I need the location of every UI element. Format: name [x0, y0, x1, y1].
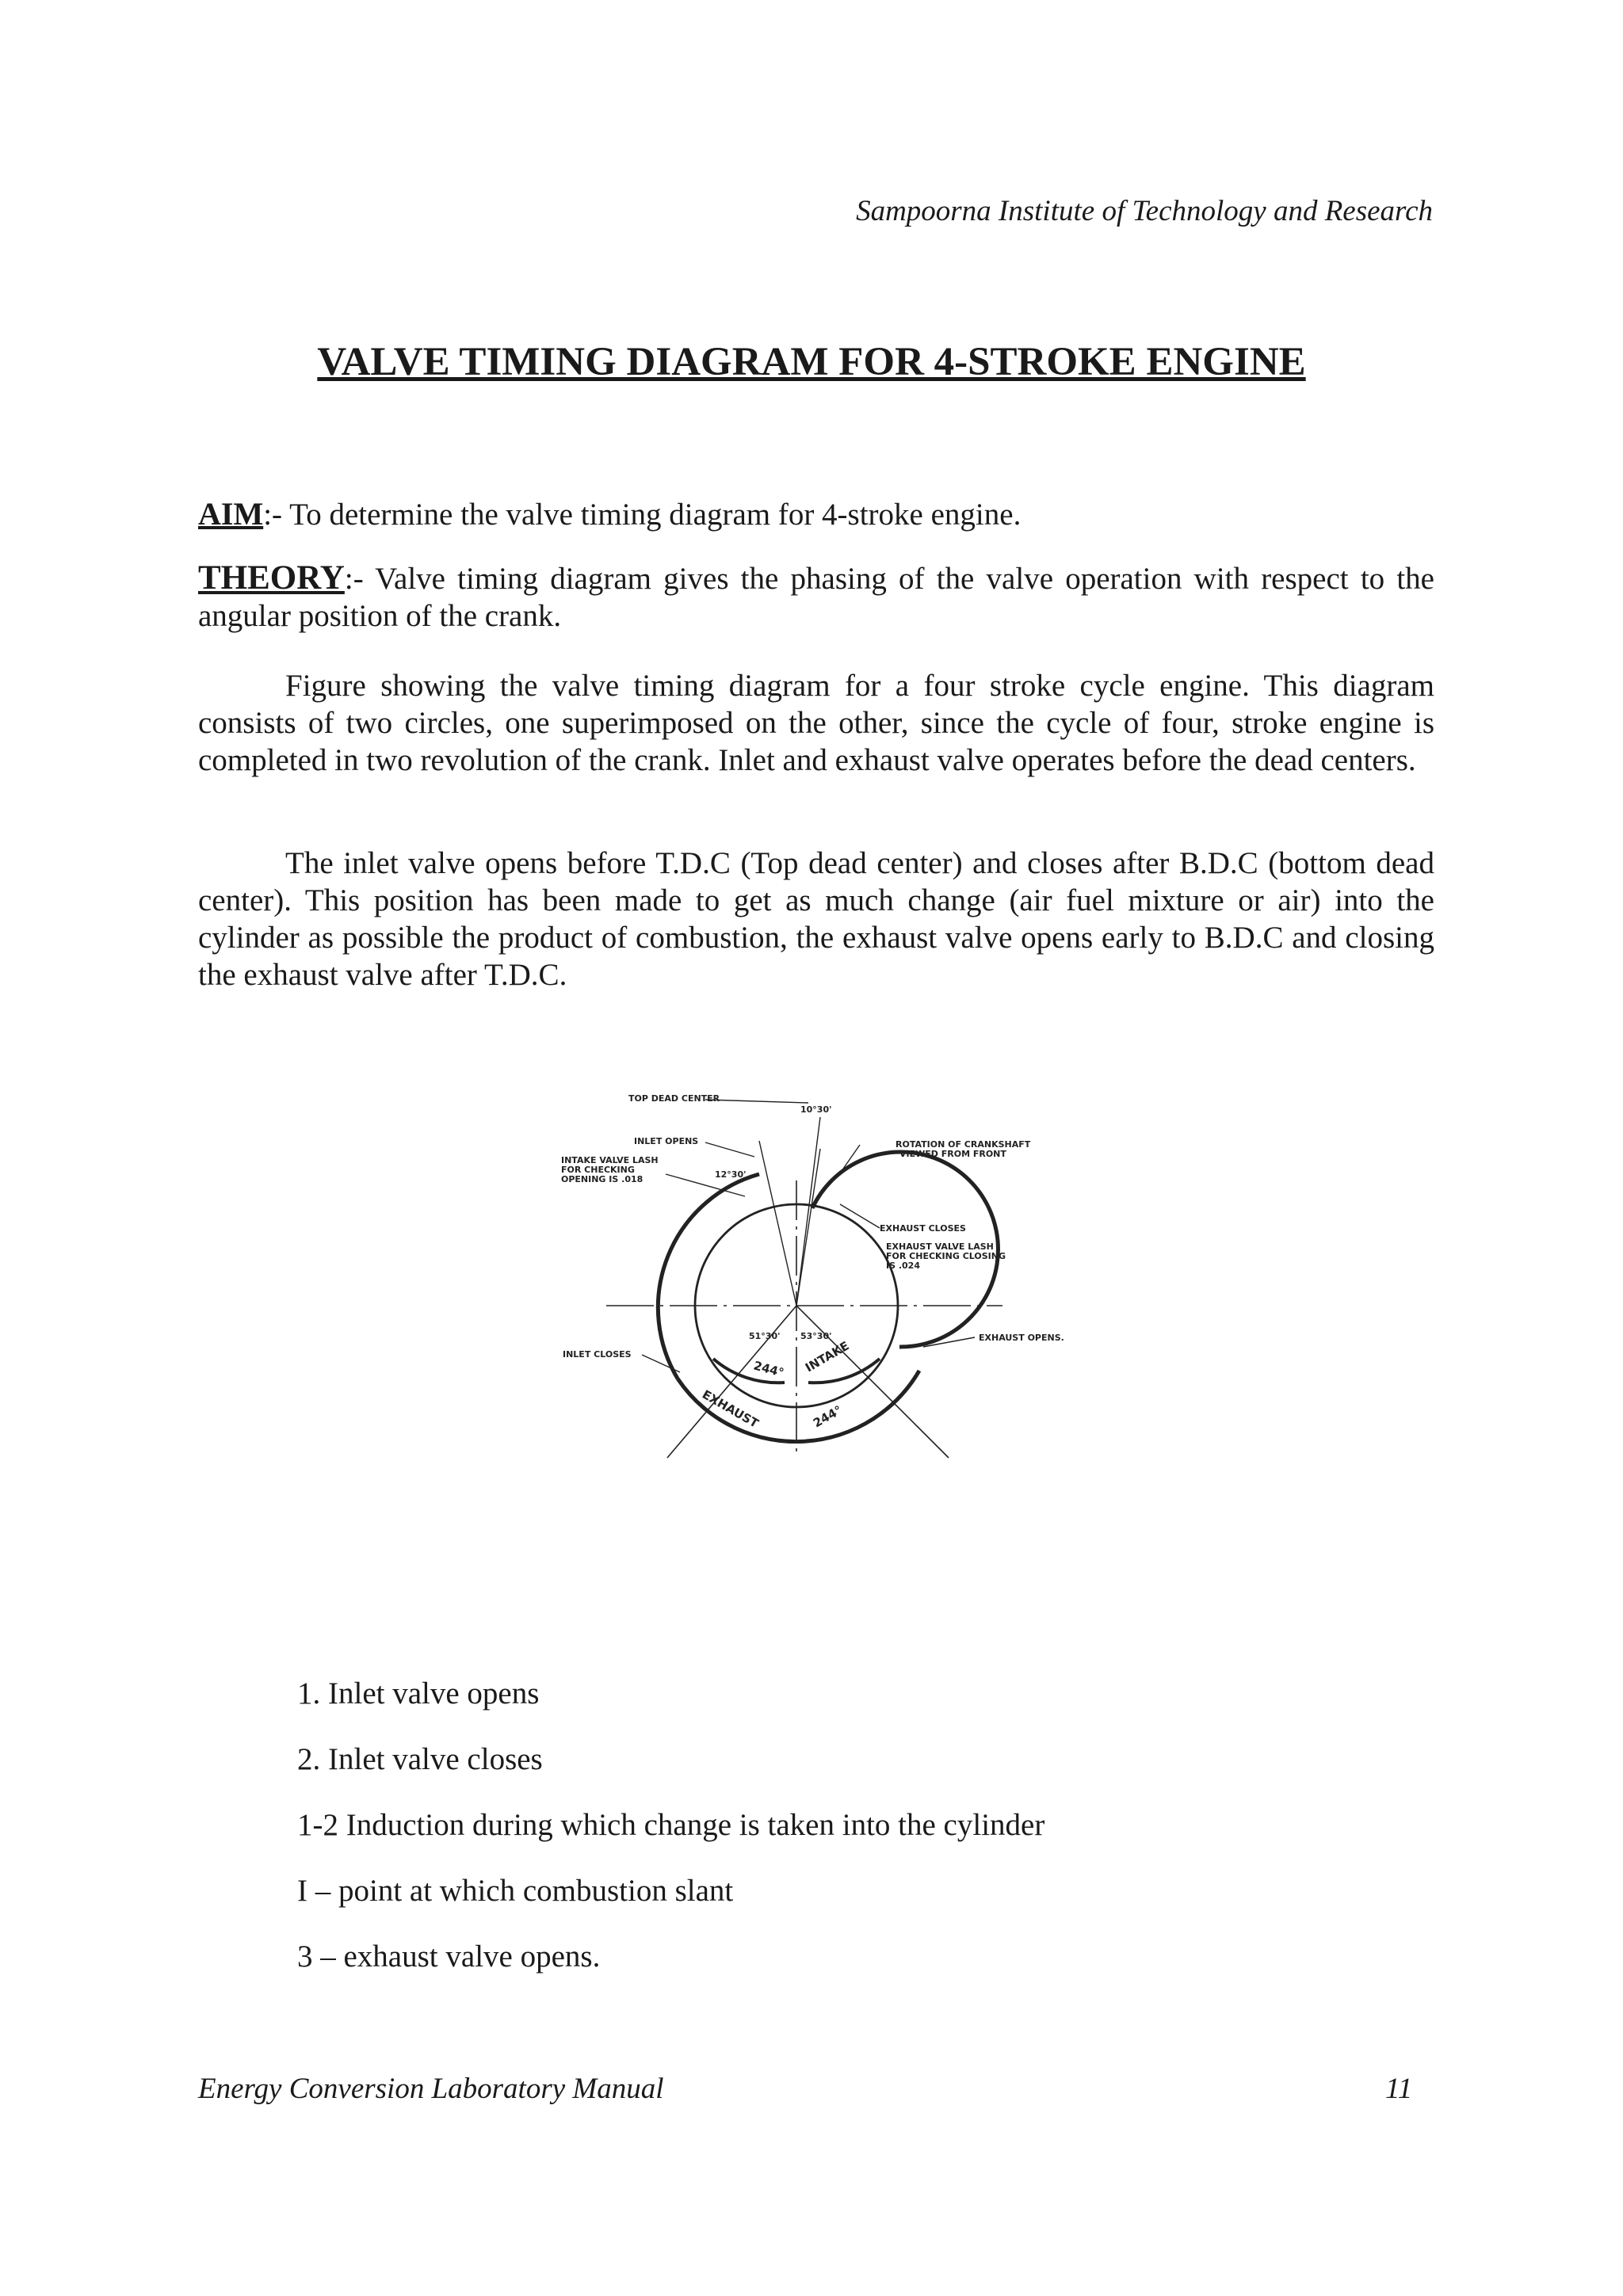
- label-angle-right-bottom: 53°30': [800, 1331, 832, 1341]
- footer-manual-title: Energy Conversion Laboratory Manual: [198, 2073, 664, 2105]
- label-intake-lash-2: FOR CHECKING: [561, 1165, 635, 1175]
- theory-separator: :-: [344, 562, 364, 596]
- aim-paragraph: [198, 495, 1434, 533]
- label-deg-outer: 244°: [811, 1402, 845, 1431]
- label-top-dead-center: TOP DEAD CENTER: [628, 1093, 720, 1104]
- theory-label: THEORY: [198, 559, 345, 597]
- label-deg-inner: 244°: [751, 1358, 786, 1380]
- label-rotation-2: VIEWED FROM FRONT: [899, 1149, 1006, 1159]
- label-intake-lash-1: INTAKE VALVE LASH: [561, 1155, 659, 1165]
- label-angle-left-bottom: 51°30': [749, 1331, 781, 1341]
- label-exhaust: EXHAUST: [700, 1386, 762, 1431]
- list-item: 1-2 Induction during which change is taken into the cylinder: [297, 1808, 1045, 1842]
- label-exhaust-closes: EXHAUST CLOSES: [880, 1223, 966, 1234]
- aim-label: AIM: [198, 496, 264, 532]
- label-exhaust-lash-2: FOR CHECKING CLOSING: [886, 1251, 1006, 1261]
- valve-timing-diagram: [547, 1085, 1086, 1482]
- page-title: VALVE TIMING DIAGRAM FOR 4-STROKE ENGINE: [317, 340, 1306, 384]
- inlet-opens-line: [759, 1141, 796, 1306]
- label-exhaust-lash-3: IS .024: [886, 1261, 920, 1271]
- label-inlet-closes: INLET CLOSES: [563, 1349, 632, 1360]
- aim-separator: :-: [263, 498, 283, 532]
- label-angle-tdc: 10°30': [800, 1104, 832, 1115]
- leader-inlet-closes: [642, 1355, 680, 1372]
- label-inlet-opens: INLET OPENS: [634, 1136, 699, 1146]
- label-exhaust-lash-1: EXHAUST VALVE LASH: [886, 1241, 994, 1252]
- leader-inlet-opens: [705, 1142, 754, 1157]
- intake-arc: [658, 1174, 759, 1379]
- label-rotation-1: ROTATION OF CRANKSHAFT: [896, 1139, 1031, 1150]
- label-angle-inlet: 12°30': [715, 1169, 747, 1180]
- label-exhaust-opens: EXHAUST OPENS.: [979, 1333, 1064, 1343]
- tdc-offset-line: [796, 1117, 820, 1306]
- body-paragraph-2: The inlet valve opens before T.D.C (Top dead center) and closes after B.D.C (bottom dead center). This position has been made to get as much change (air fuel mixture or air) into the cylinder as possible the product of combustion, the exhaust valve opens early to B.D.C and closing the exhaust valve after T.D.C.: [198, 846, 1434, 992]
- leader-tdc: [705, 1100, 808, 1103]
- running-header: Sampoorna Institute of Technology and Research: [856, 195, 1433, 227]
- exhaust-closes-line: [796, 1149, 820, 1306]
- label-intake: INTAKE: [803, 1338, 852, 1375]
- list-item: 3 – exhaust valve opens.: [297, 1939, 601, 1974]
- page-number: 11: [1385, 2073, 1413, 2105]
- event-list: [297, 1670, 1044, 1999]
- theory-text: Valve timing diagram gives the phasing of the valve operation with respect to the angular position of the crank.: [198, 562, 1434, 633]
- theory-paragraph: [198, 559, 1434, 635]
- list-item: I – point at which combustion slant: [297, 1874, 734, 1908]
- list-item: 2. Inlet valve closes: [297, 1742, 543, 1776]
- body-paragraph-1: Figure showing the valve timing diagram for a four stroke cycle engine. This diagram consists of two circles, one superimposed on the other, since the cycle of four, stroke engine is completed in two revolution of the crank. Inlet and exhaust valve operates before the dead centers.: [198, 669, 1434, 777]
- aim-text: To determine the valve timing diagram for 4-stroke engine.: [282, 498, 1022, 532]
- list-item: 1. Inlet valve opens: [297, 1676, 540, 1711]
- label-intake-lash-3: OPENING IS .018: [561, 1174, 643, 1184]
